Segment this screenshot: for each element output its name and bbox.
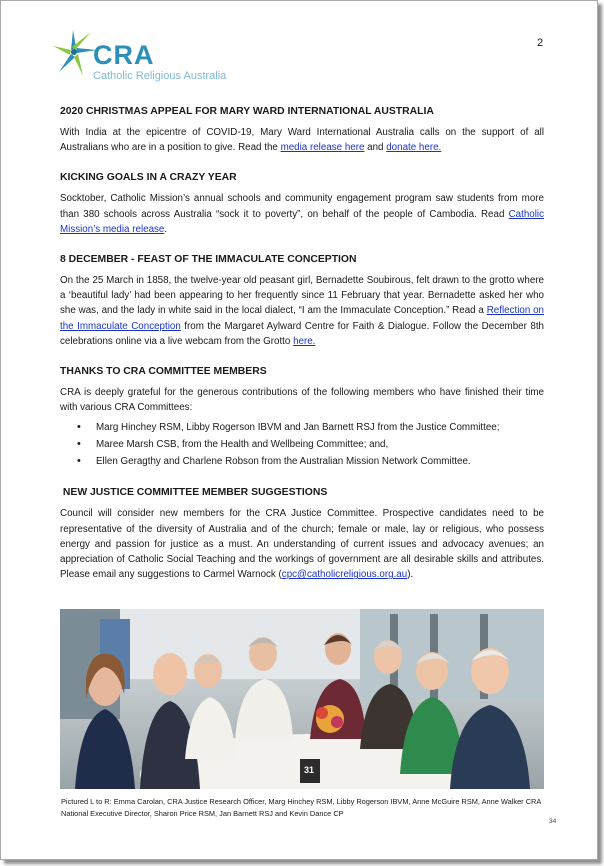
main-content bbox=[60, 105, 544, 598]
section-heading: NEW JUSTICE COMMITTEE MEMBER SUGGESTIONS bbox=[60, 487, 328, 499]
section-heading: KICKING GOALS IN A CRAZY YEAR bbox=[60, 172, 237, 184]
email-link[interactable]: cpc@catholicreligious.org.au bbox=[281, 569, 408, 581]
webcam-link[interactable]: here. bbox=[293, 335, 316, 347]
section-heading: 2020 CHRISTMAS APPEAL FOR MARY WARD INTERNATIONAL AUSTRALIA bbox=[60, 106, 434, 117]
section-committee-thanks bbox=[60, 365, 544, 470]
list-item: • Ellen Geragthy and Charlene Robson from the Australian Mission Network Committee. bbox=[60, 453, 544, 470]
logo-wordmark: CRA bbox=[93, 40, 155, 70]
group-photo bbox=[60, 609, 544, 789]
table-number: 31 bbox=[304, 765, 315, 775]
section-heading: THANKS TO CRA COMMITTEE MEMBERS bbox=[60, 366, 267, 378]
list-item: • Maree Marsh CSB, from the Health and Wellbeing Committee; and, bbox=[60, 436, 544, 453]
section-christmas-appeal bbox=[60, 105, 544, 155]
photo-caption: Pictured L to R: Emma Carolan, CRA Justice Research Officer, Marg Hinchey RSM, Libby Rogerson IBVM, Anne McGuire RSM, Anne Walker CRA National Executive Director, Sharon Price RSM, Jan Barnett RSJ and Kevin Dance CP bbox=[61, 797, 541, 818]
cra-logo bbox=[53, 28, 233, 84]
section-immaculate-conception bbox=[60, 253, 544, 349]
committee-list bbox=[60, 419, 544, 470]
group-photo-image bbox=[60, 609, 544, 789]
logo-subtitle: Catholic Religious Australia bbox=[93, 70, 227, 82]
page-number: 2 bbox=[537, 37, 544, 49]
section-body: Socktober, Catholic Mission’s annual schools and community engagement program saw students from more than 380 schools across Australia “sock it to poverty”, on behalf of the people of Cambodia. Read Catholic Mission’s media release. bbox=[60, 193, 544, 235]
section-kicking-goals bbox=[60, 171, 544, 237]
reflection-link[interactable]: Reflection on the Immaculate Conception bbox=[60, 305, 544, 332]
section-new-members bbox=[60, 486, 544, 582]
footer-page-number: 34 bbox=[549, 818, 557, 825]
section-body: On the 25 March in 1858, the twelve-year old peasant girl, Bernadette Soubirous, felt drawn to the grotto where a ‘beautiful lady’ had been appearing to her frequently since 11 February that year. Bernadette asked her who she was, and the lady in white said in the local dialect, “I am the Immaculate Conception.” Read a Reflection on the Immaculate Conception from the Margaret Aylward Centre for Faith & Dialogue. Follow the December 8th celebrations online via a live webcam from the Grotto here. bbox=[60, 275, 544, 347]
catholic-mission-link[interactable]: Catholic Mission’s media release bbox=[60, 208, 544, 235]
media-release-link[interactable]: media release here bbox=[280, 142, 365, 154]
list-item: • Marg Hinchey RSM, Libby Rogerson IBVM and Jan Barnett RSJ from the Justice Committee; bbox=[60, 419, 544, 436]
donate-link[interactable]: donate here. bbox=[386, 142, 442, 154]
section-body: Council will consider new members for the CRA Justice Committee. Prospective candidates need to be representative of the diversity of Australia and of the church; female or male, lay or religious, who possess energy and passion for justice as a must. An understanding of current issues and advocacy avenues; an appreciation of Catholic Social Teaching and the workings of government are all desirable skills and attributes. Please email any suggestions to Carmel Warnock (cpc@catholicreligious.org.au). bbox=[60, 508, 544, 581]
section-body: CRA is deeply grateful for the generous contributions of the following members who have finished their time with various CRA Committees: bbox=[60, 387, 544, 414]
section-heading: 8 DECEMBER - FEAST OF THE IMMACULATE CONCEPTION bbox=[60, 254, 357, 266]
section-body: With India at the epicentre of COVID-19, Mary Ward International Australia calls on the support of all Australians who are in a position to give. Read the media release here and donate here. bbox=[60, 127, 544, 154]
